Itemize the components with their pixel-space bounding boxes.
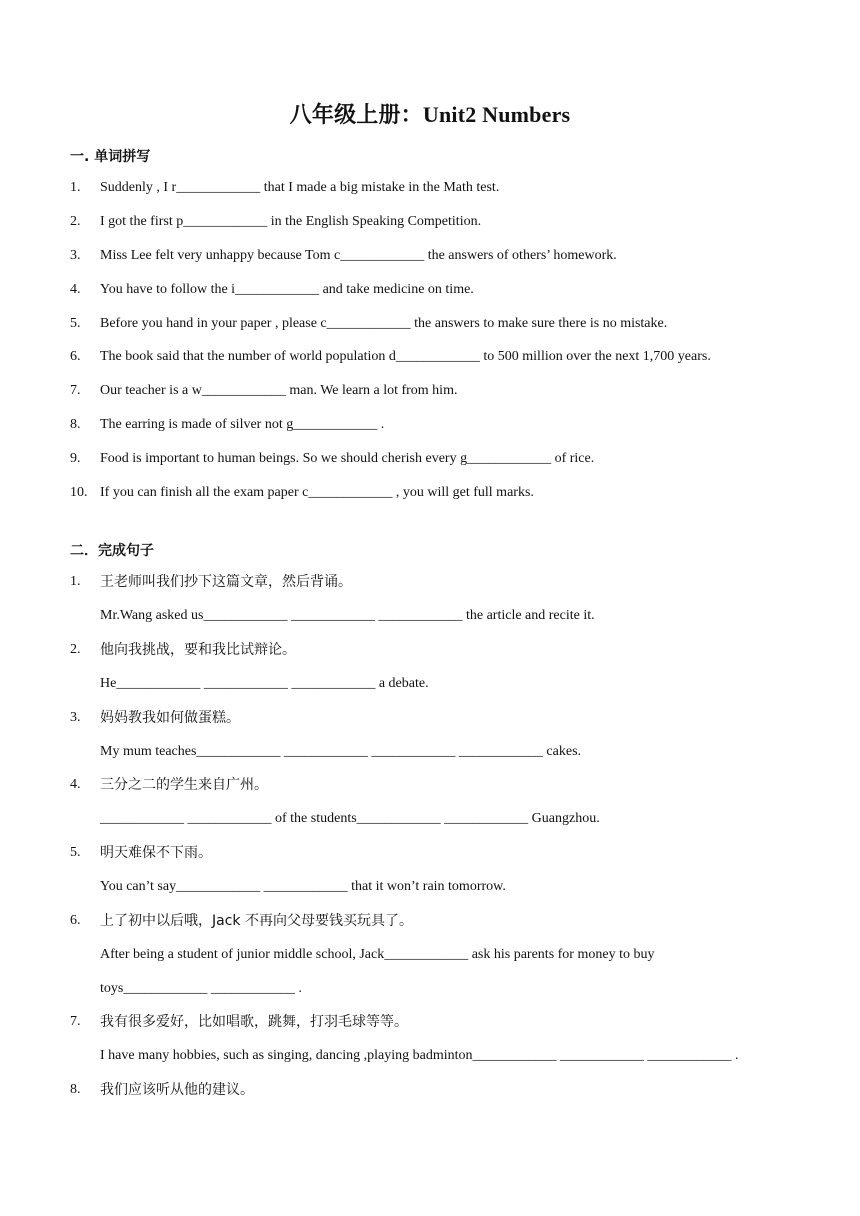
- english-sentence: I have many hobbies, such as singing, dancing ,playing badminton____________ ____________ ____________ .: [100, 1048, 739, 1063]
- english-sentence: After being a student of junior middle school, Jack____________ ask his parents for money to buy: [100, 947, 655, 962]
- question-text: The book said that the number of world population d____________ to 500 million over the next 1,700 years.: [100, 349, 711, 364]
- question-number: 9.: [70, 451, 81, 466]
- english-sentence: He____________ ____________ ____________ a debate.: [100, 676, 429, 691]
- question-text: I got the first p____________ in the English Speaking Competition.: [100, 214, 482, 229]
- chinese-prompt: 妈妈教我如何做蛋糕。: [100, 710, 240, 726]
- question-number: 3.: [70, 248, 81, 263]
- question-number: 6.: [70, 913, 81, 928]
- question-text: Suddenly , I r____________ that I made a big mistake in the Math test.: [100, 180, 500, 195]
- question-number: 3.: [70, 710, 81, 725]
- chinese-prompt: 明天难保不下雨。: [100, 845, 212, 861]
- section-heading-spelling: 一. 单词拼写: [70, 149, 151, 165]
- question-number: 4.: [70, 777, 81, 792]
- question-number: 7.: [70, 383, 81, 398]
- chinese-prompt: 三分之二的学生来自广州。: [100, 777, 268, 793]
- page-title: 八年级上册：Unit2 Numbers: [289, 102, 571, 127]
- question-number: 10.: [70, 485, 88, 500]
- english-sentence: You can’t say____________ ____________ that it won’t rain tomorrow.: [100, 879, 506, 894]
- chinese-prompt: 我有很多爱好，比如唱歌，跳舞，打羽毛球等等。: [100, 1014, 408, 1030]
- question-number: 2.: [70, 642, 81, 657]
- english-sentence: My mum teaches____________ ____________ ____________ ____________ cakes.: [100, 744, 582, 759]
- english-sentence: Mr.Wang asked us____________ ____________ ____________ the article and recite it.: [100, 608, 595, 623]
- question-number: 4.: [70, 282, 81, 297]
- question-text: Before you hand in your paper , please c____________ the answers to make sure there is no mistake.: [100, 316, 668, 331]
- question-number: 7.: [70, 1014, 81, 1029]
- question-number: 1.: [70, 180, 81, 195]
- question-number: 5.: [70, 845, 81, 860]
- question-number: 6.: [70, 349, 81, 364]
- english-sentence: ____________ ____________ of the students____________ ____________ Guangzhou.: [100, 811, 600, 826]
- question-number: 5.: [70, 316, 81, 331]
- question-number: 2.: [70, 214, 81, 229]
- question-text: If you can finish all the exam paper c____________ , you will get full marks.: [100, 485, 534, 500]
- question-number: 8.: [70, 1082, 81, 1097]
- question-number: 8.: [70, 417, 81, 432]
- section-heading-sentences: 二．完成句子: [70, 543, 154, 559]
- question-text: The earring is made of silver not g____________ .: [100, 417, 385, 432]
- question-text: Miss Lee felt very unhappy because Tom c____________ the answers of others’ homework.: [100, 248, 617, 263]
- chinese-prompt: 他向我挑战，要和我比试辩论。: [100, 642, 296, 658]
- question-text: Food is important to human beings. So we should cherish every g____________ of rice.: [100, 451, 595, 466]
- chinese-prompt: 我们应该听从他的建议。: [100, 1082, 254, 1098]
- chinese-prompt: 王老师叫我们抄下这篇文章，然后背诵。: [100, 574, 352, 590]
- chinese-prompt: 上了初中以后哦，Jack 不再向父母要钱买玩具了。: [100, 913, 413, 929]
- english-sentence-continued: toys____________ ____________ .: [100, 981, 302, 996]
- question-number: 1.: [70, 574, 81, 589]
- question-text: You have to follow the i____________ and take medicine on time.: [100, 282, 474, 297]
- question-text: Our teacher is a w____________ man. We learn a lot from him.: [100, 383, 458, 398]
